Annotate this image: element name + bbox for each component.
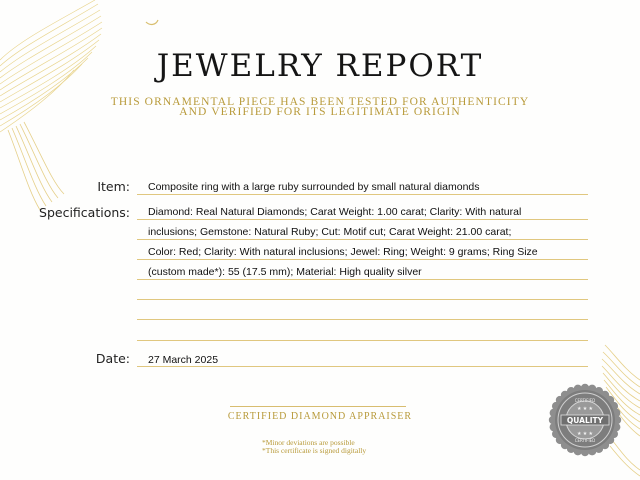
appraiser-signature-line bbox=[230, 406, 406, 407]
spec-line-2: inclusions; Gemstone: Natural Ruby; Cut: Motif cut; Carat Weight: 21.00 carat; bbox=[148, 226, 512, 238]
seal-top-text: CERTIFIED bbox=[574, 398, 596, 403]
spec-rule-3 bbox=[137, 259, 588, 260]
spec-rule-1 bbox=[137, 219, 588, 220]
specifications-label: Specifications: bbox=[39, 205, 130, 220]
spec-rule-2 bbox=[137, 239, 588, 240]
subtitle-line-1: THIS ORNAMENTAL PIECE HAS BEEN TESTED FOR AUTHENTICITY bbox=[110, 96, 530, 108]
spec-line-1: Diamond: Real Natural Diamonds; Carat Weight: 1.00 carat; Clarity: With natural bbox=[148, 206, 522, 218]
subtitle-line-2: AND VERIFIED FOR ITS LEGITIMATE ORIGIN bbox=[179, 106, 461, 118]
date-label: Date: bbox=[95, 351, 130, 366]
appraiser-title: CERTIFIED DIAMOND APPRAISER bbox=[227, 411, 413, 422]
spec-line-3: Color: Red; Clarity: With natural inclusions; Jewel: Ring; Weight: 9 grams; Ring Size bbox=[148, 246, 538, 258]
note-signed-digitally: *This certificate is signed digitally bbox=[262, 446, 367, 455]
item-rule bbox=[137, 194, 588, 195]
item-label: Item: bbox=[97, 179, 130, 194]
date-value: 27 March 2025 bbox=[148, 354, 219, 366]
spec-rule-6 bbox=[137, 319, 588, 320]
report-title: JEWELRY REPORT bbox=[156, 48, 484, 84]
seal-bottom-text: CERTIFIED bbox=[574, 438, 596, 443]
note-minor-deviations: *Minor deviations are possible bbox=[262, 438, 355, 447]
spec-line-4: (custom made*): 55 (17.5 mm); Material: High quality silver bbox=[148, 266, 422, 278]
quality-seal-icon bbox=[545, 380, 625, 460]
seal-center-text: QUALITY bbox=[566, 416, 604, 425]
seal-stars-bottom: ★ ★ ★ bbox=[577, 432, 593, 437]
spec-rule-4 bbox=[137, 279, 588, 280]
item-value: Composite ring with a large ruby surrounded by small natural diamonds bbox=[148, 181, 480, 193]
spec-rule-5 bbox=[137, 299, 588, 300]
date-rule bbox=[137, 366, 588, 367]
spec-rule-7 bbox=[137, 340, 588, 341]
seal-stars: ★ ★ ★ bbox=[577, 407, 593, 412]
